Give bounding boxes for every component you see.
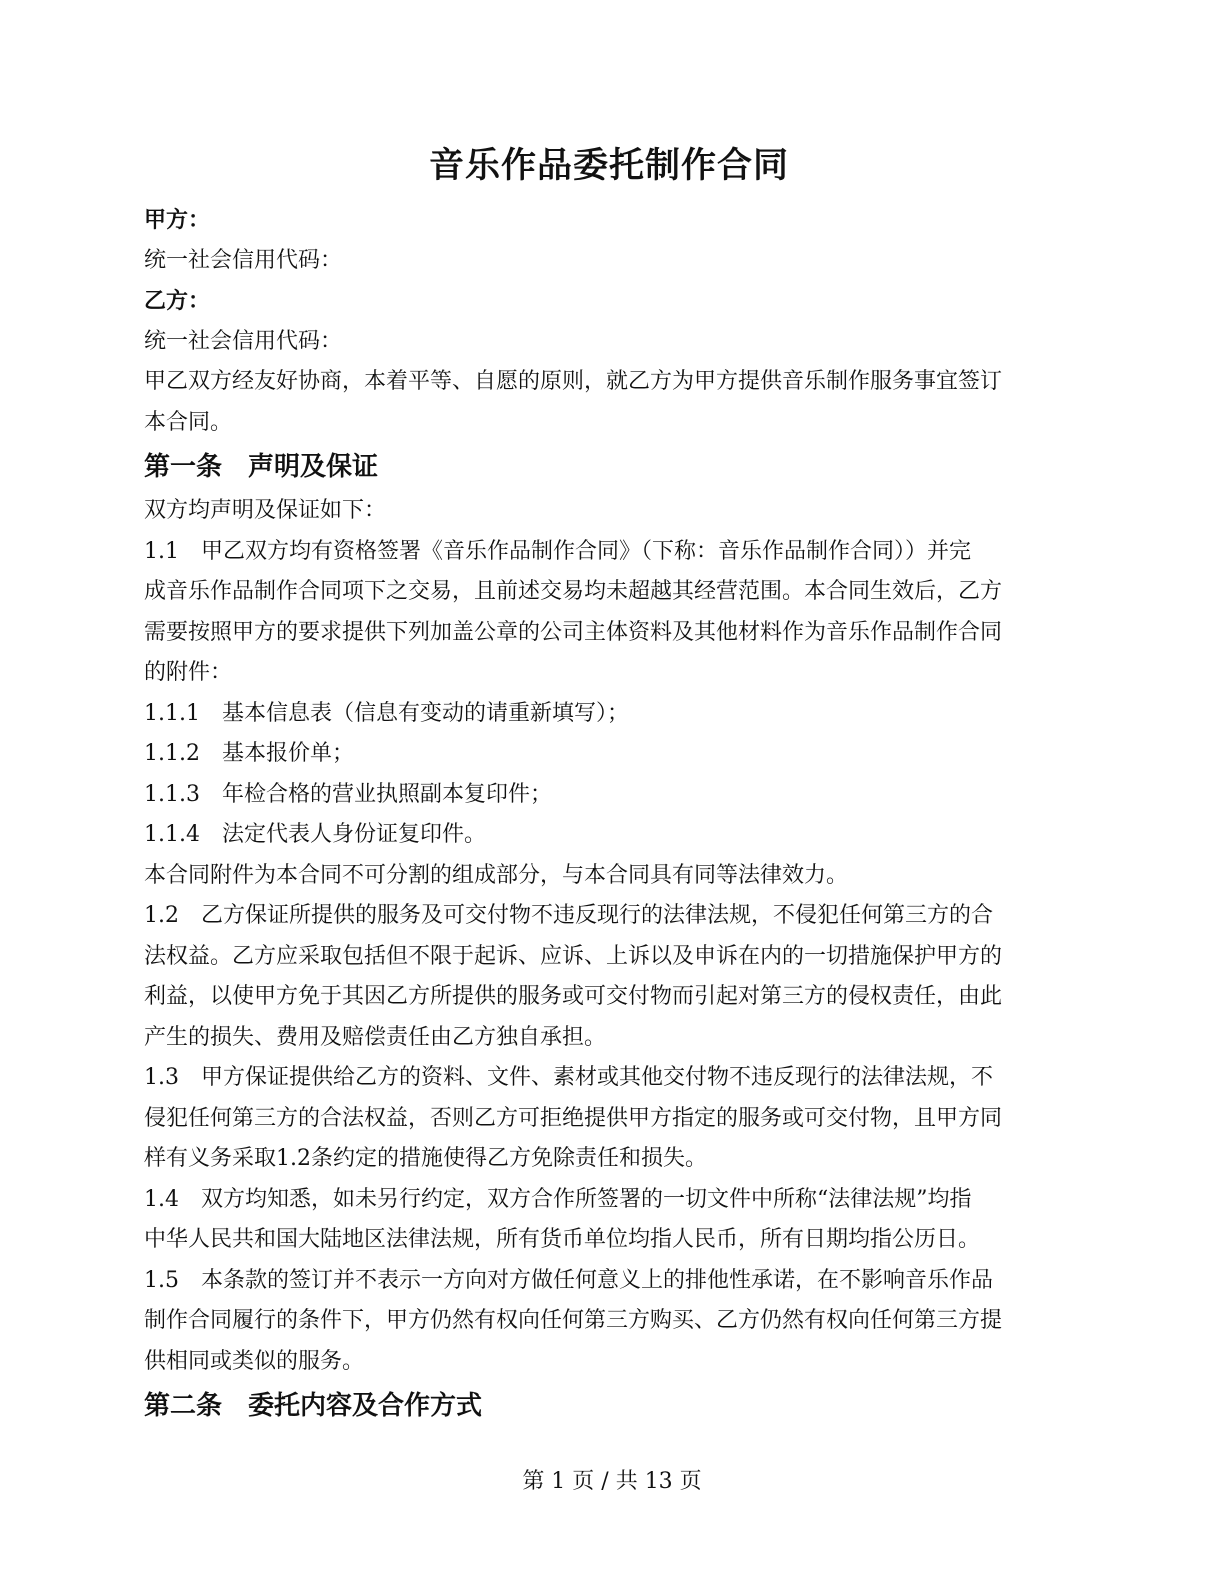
article-1-line: 侵犯任何第三方的合法权益，否则乙方可拒绝提供甲方指定的服务或可交付物，且甲方同	[144, 1105, 1003, 1131]
intro-line: 甲乙双方经友好协商，本着平等、自愿的原则，就乙方为甲方提供音乐制作服务事宜签订	[144, 369, 1003, 394]
article-1-line: 利益，以使甲方免于其因乙方所提供的服务或可交付物而引起对第三方的侵权责任，由此	[144, 984, 1003, 1009]
article-1-heading: 第一条 声明及保证	[144, 452, 379, 482]
article-1-line: 产生的损失、费用及赔偿责任由乙方独自承担。	[144, 1024, 607, 1050]
party-a-credit-code-label: 统一社会信用代码：	[144, 247, 343, 273]
article-1-line: 制作合同履行的条件下，甲方仍然有权向任何第三方购买、乙方仍然有权向任何第三方提	[144, 1308, 1003, 1333]
article-1-content	[144, 491, 1074, 1382]
intro-line: 本合同。	[144, 409, 233, 435]
article-1-line: 成音乐作品制作合同项下之交易，且前述交易均未超越其经营范围。本合同生效后，乙方	[144, 579, 1003, 604]
article-1-line: 供相同或类似的服务。	[144, 1348, 365, 1374]
article-2-heading: 第二条 委托内容及合作方式	[144, 1391, 483, 1421]
article-1-line: 1.1 甲乙双方均有资格签署《音乐作品制作合同》（下称：音乐作品制作合同））并完	[144, 538, 971, 564]
article-1-line: 1.5 本条款的签订并不表示一方向对方做任何意义上的排他性承诺，在不影响音乐作品	[144, 1267, 993, 1293]
document-body	[144, 200, 1074, 1430]
article-1-line: 1.4 双方均知悉，如未另行约定，双方合作所签署的一切文件中所称“法律法规”均指	[144, 1186, 972, 1212]
article-1-line: 1.1.3 年检合格的营业执照副本复印件；	[144, 781, 552, 807]
article-1-line: 本合同附件为本合同不可分割的组成部分，与本合同具有同等法律效力。	[144, 862, 849, 888]
page-number-footer: 第 1 页 / 共 13 页	[522, 1469, 702, 1494]
article-1-line: 1.1.2 基本报价单；	[144, 741, 354, 766]
article-1-line: 双方均声明及保证如下：	[144, 498, 387, 523]
article-1-line: 1.2 乙方保证所提供的服务及可交付物不违反现行的法律法规，不侵犯任何第三方的合	[144, 903, 993, 928]
party-b-credit-code-label: 统一社会信用代码：	[144, 328, 343, 354]
article-1-line: 1.1.1 基本信息表（信息有变动的请重新填写）；	[144, 700, 629, 726]
article-1-line: 1.3 甲方保证提供给乙方的资料、文件、素材或其他交付物不违反现行的法律法规，不	[144, 1065, 993, 1090]
article-1-line: 样有义务采取1.2条约定的措施使得乙方免除责任和损失。	[144, 1146, 707, 1171]
party-b-label: 乙方：	[144, 288, 211, 314]
article-1-line: 1.1.4 法定代表人身份证复印件。	[144, 822, 486, 847]
article-1-line: 中华人民共和国大陆地区法律法规，所有货币单位均指人民币，所有日期均指公历日。	[144, 1227, 981, 1252]
document-title: 音乐作品委托制作合同	[428, 145, 789, 186]
article-1-line: 的附件：	[144, 660, 233, 685]
article-1-line: 法权益。乙方应采取包括但不限于起诉、应诉、上诉以及申诉在内的一切措施保护甲方的	[144, 943, 1003, 969]
intro-paragraph	[144, 362, 1074, 443]
party-a-label: 甲方：	[144, 207, 211, 233]
article-1-line: 需要按照甲方的要求提供下列加盖公章的公司主体资料及其他材料作为音乐作品制作合同	[144, 619, 1003, 645]
